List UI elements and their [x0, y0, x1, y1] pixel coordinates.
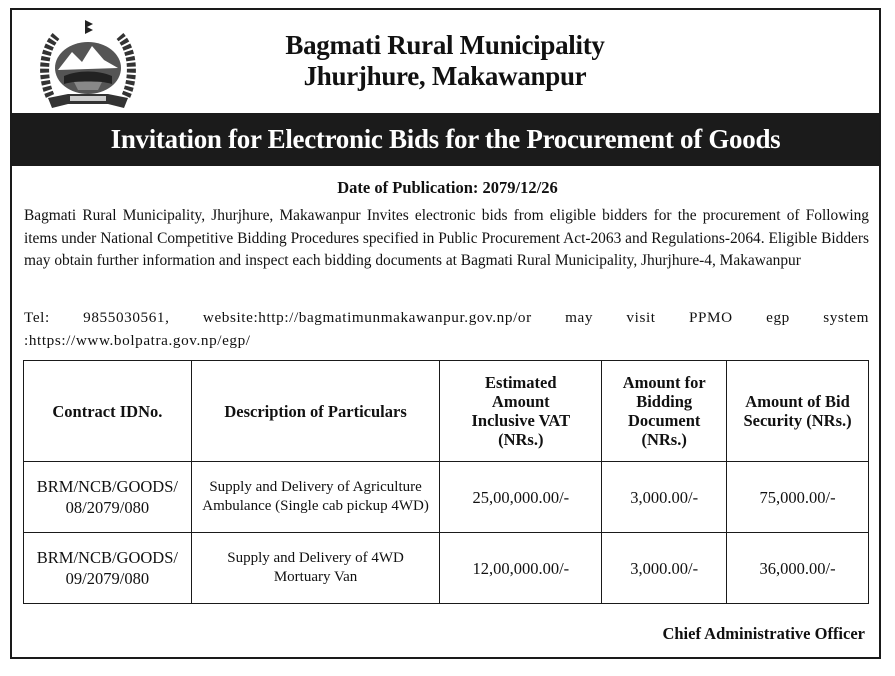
cell-bid-security: 36,000.00/- — [727, 533, 869, 604]
cell-contract-id — [24, 462, 192, 533]
publication-date: Date of Publication: 2079/12/26 — [337, 178, 558, 197]
cell-estimated-amount: 12,00,000.00/- — [440, 533, 602, 604]
header-bidding-document-label: Amount for Bidding Document (NRs.) — [622, 373, 706, 449]
organization-name — [240, 30, 650, 92]
cell-contract-id — [24, 533, 192, 604]
header-bidding-document-amount — [602, 361, 727, 462]
cell-description: Supply and Delivery of 4WD Mortuary Van — [191, 533, 440, 604]
table-row — [24, 462, 869, 533]
header-estimated-amount-label: Estimated Amount Inclusive VAT (NRs.) — [471, 373, 571, 449]
table-header-row — [24, 361, 869, 462]
cell-estimated-amount: 25,00,000.00/- — [440, 462, 602, 533]
bid-items-table — [23, 360, 869, 604]
header-description: Description of Particulars — [191, 361, 440, 462]
cell-bidding-document-amount: 3,000.00/- — [602, 462, 727, 533]
notice-title-banner: Invitation for Electronic Bids for the Procurement of Goods — [12, 113, 879, 166]
signoff-officer: Chief Administrative Officer — [662, 624, 865, 643]
header-contract-id: Contract IDNo. — [24, 361, 192, 462]
organization-name-line1: Bagmati Rural Municipality — [285, 30, 605, 60]
cell-description: Supply and Delivery of Agriculture Ambulance (Single cab pickup 4WD) — [191, 462, 440, 533]
header-bid-security — [727, 361, 869, 462]
table-row — [24, 533, 869, 604]
contract-id-text: BRM/NCB/GOODS/09/2079/080 — [36, 548, 178, 588]
organization-name-line2: Jhurjhure, Makawanpur — [303, 61, 587, 91]
notice-paragraph: Bagmati Rural Municipality, Jhurjhure, Makawanpur Invites electronic bids from eligible bidders for the procurement of Following items under National Competitive Bidding Procedures specified in Public Procurement Act-2063 and Regulations-2064. Eligible Bidders may obtain further information and inspect each bidding documents at Bagmati Rural Municipality, Jhurjhure-4, Makawanpur — [24, 207, 869, 270]
nepal-government-emblem-icon — [38, 18, 138, 114]
cell-bidding-document-amount: 3,000.00/- — [602, 533, 727, 604]
header-estimated-amount — [440, 361, 602, 462]
header-bid-security-label: Amount of Bid Security (NRs.) — [743, 392, 852, 430]
contract-id-text: BRM/NCB/GOODS/08/2079/080 — [36, 477, 178, 517]
cell-bid-security: 75,000.00/- — [727, 462, 869, 533]
contact-info: Tel: 9855030561, website:http://bagmatimunmakawanpur.gov.np/or may visit PPMO egp system :https://www.bolpatra.gov.np/egp/ — [24, 309, 869, 349]
